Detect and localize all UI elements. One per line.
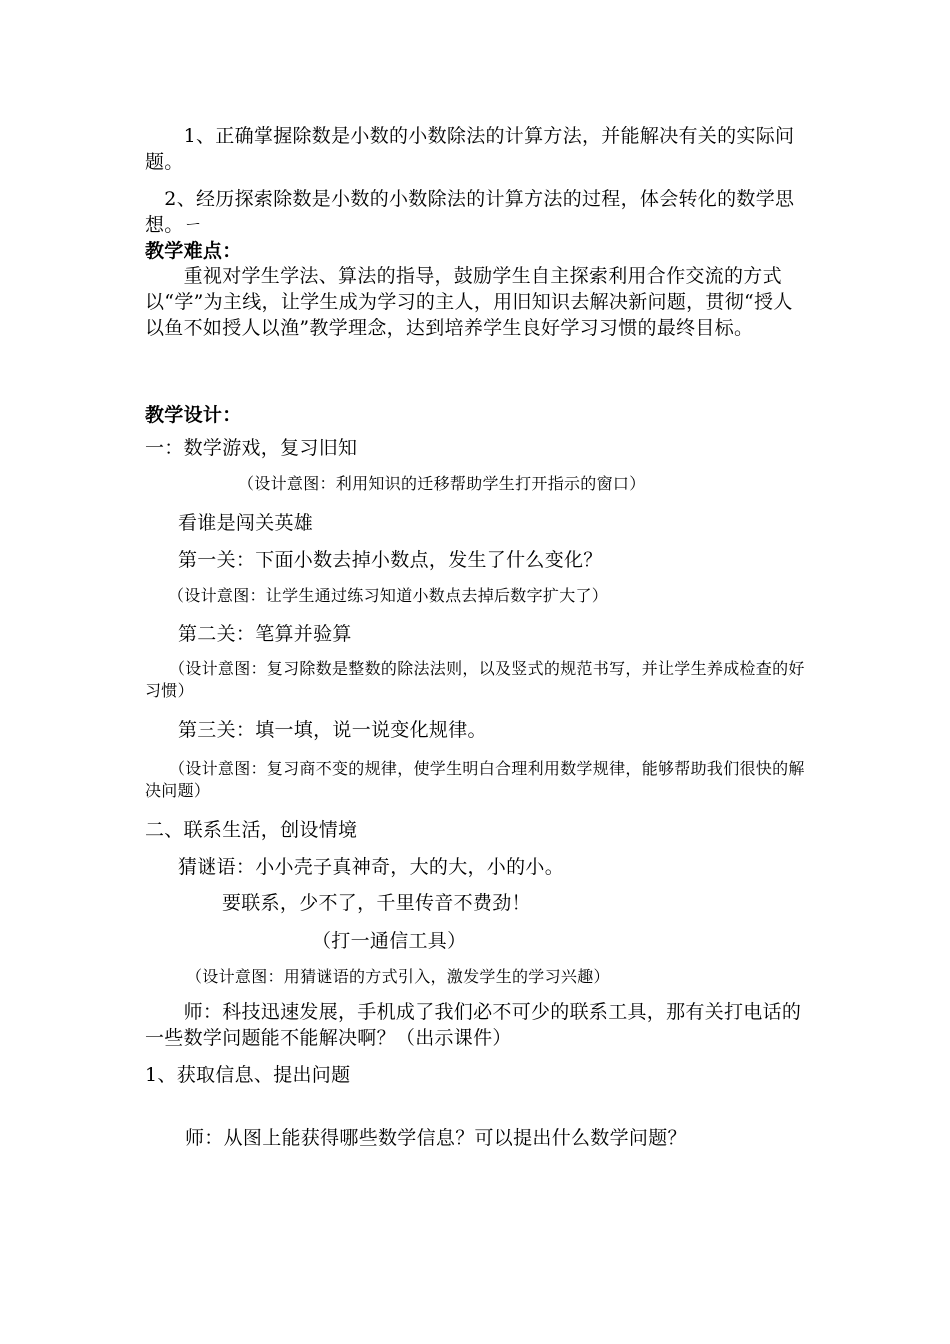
riddle-line-1: 猜谜语：小小壳子真神奇，大的大，小的小。 [178,856,565,878]
riddle-hint: （打一通信工具） [312,930,467,952]
game-title: 看谁是闯关英雄 [178,512,314,534]
design-intent-3: （设计意图：复习除数是整数的除法法则，以及竖式的规范书写，并让学生养成检查的好习惯） [145,659,805,700]
heading-teaching-design: 教学设计： [145,404,242,426]
design-intent-5: （设计意图：用猜谜语的方式引入，激发学生的学习兴趣） [186,967,610,986]
design-intent-4: （设计意图：复习商不变的规律，使学生明白合理利用数学规律，能够帮助我们很快的解决问题） [145,759,805,800]
level-1: 第一关：下面小数去掉小数点，发生了什么变化？ [178,549,603,571]
difficulty-text: 重视对学生学法、算法的指导，鼓励学生自主探索利用合作交流的方式以“学”为主线，让学生成为学习的主人，用旧知识去解决新问题，贯彻“授人以鱼不如授人以渔”教学理念，达到培养学生良好学习习惯的最终目标。 [145,265,793,339]
subsection-1-title: 1、获取信息、提出问题 [145,1064,351,1086]
design-intent-1: （设计意图：利用知识的迁移帮助学生打开指示的窗口） [238,474,646,493]
section-2-title: 二、联系生活，创设情境 [145,819,358,841]
level-2: 第二关：笔算并验算 [178,623,352,645]
level-3: 第三关：填一填，说一说变化规律。 [178,719,487,741]
objective-1: 1、正确掌握除数是小数的小数除法的计算方法，并能解决有关的实际问题。 [145,125,795,173]
design-intent-2: （设计意图：让学生通过练习知道小数点去掉后数字扩大了） [168,586,609,605]
objective-2: 2、经历探索除数是小数的小数除法的计算方法的过程，体会转化的数学思想。ㄧ [145,188,795,236]
teacher-intro: 师：科技迅速发展，手机成了我们必不可少的联系工具，那有关打电话的一些数学问题能不能解决啊？（出示课件） [145,1001,802,1049]
section-1-title: 一：数学游戏，复习旧知 [145,437,358,459]
riddle-line-2: 要联系，少不了，千里传音不费劲！ [222,892,531,914]
heading-teaching-difficulty: 教学难点： [145,240,242,262]
teacher-question: 师：从图上能获得哪些数学信息？可以提出什么数学问题？ [185,1127,687,1149]
